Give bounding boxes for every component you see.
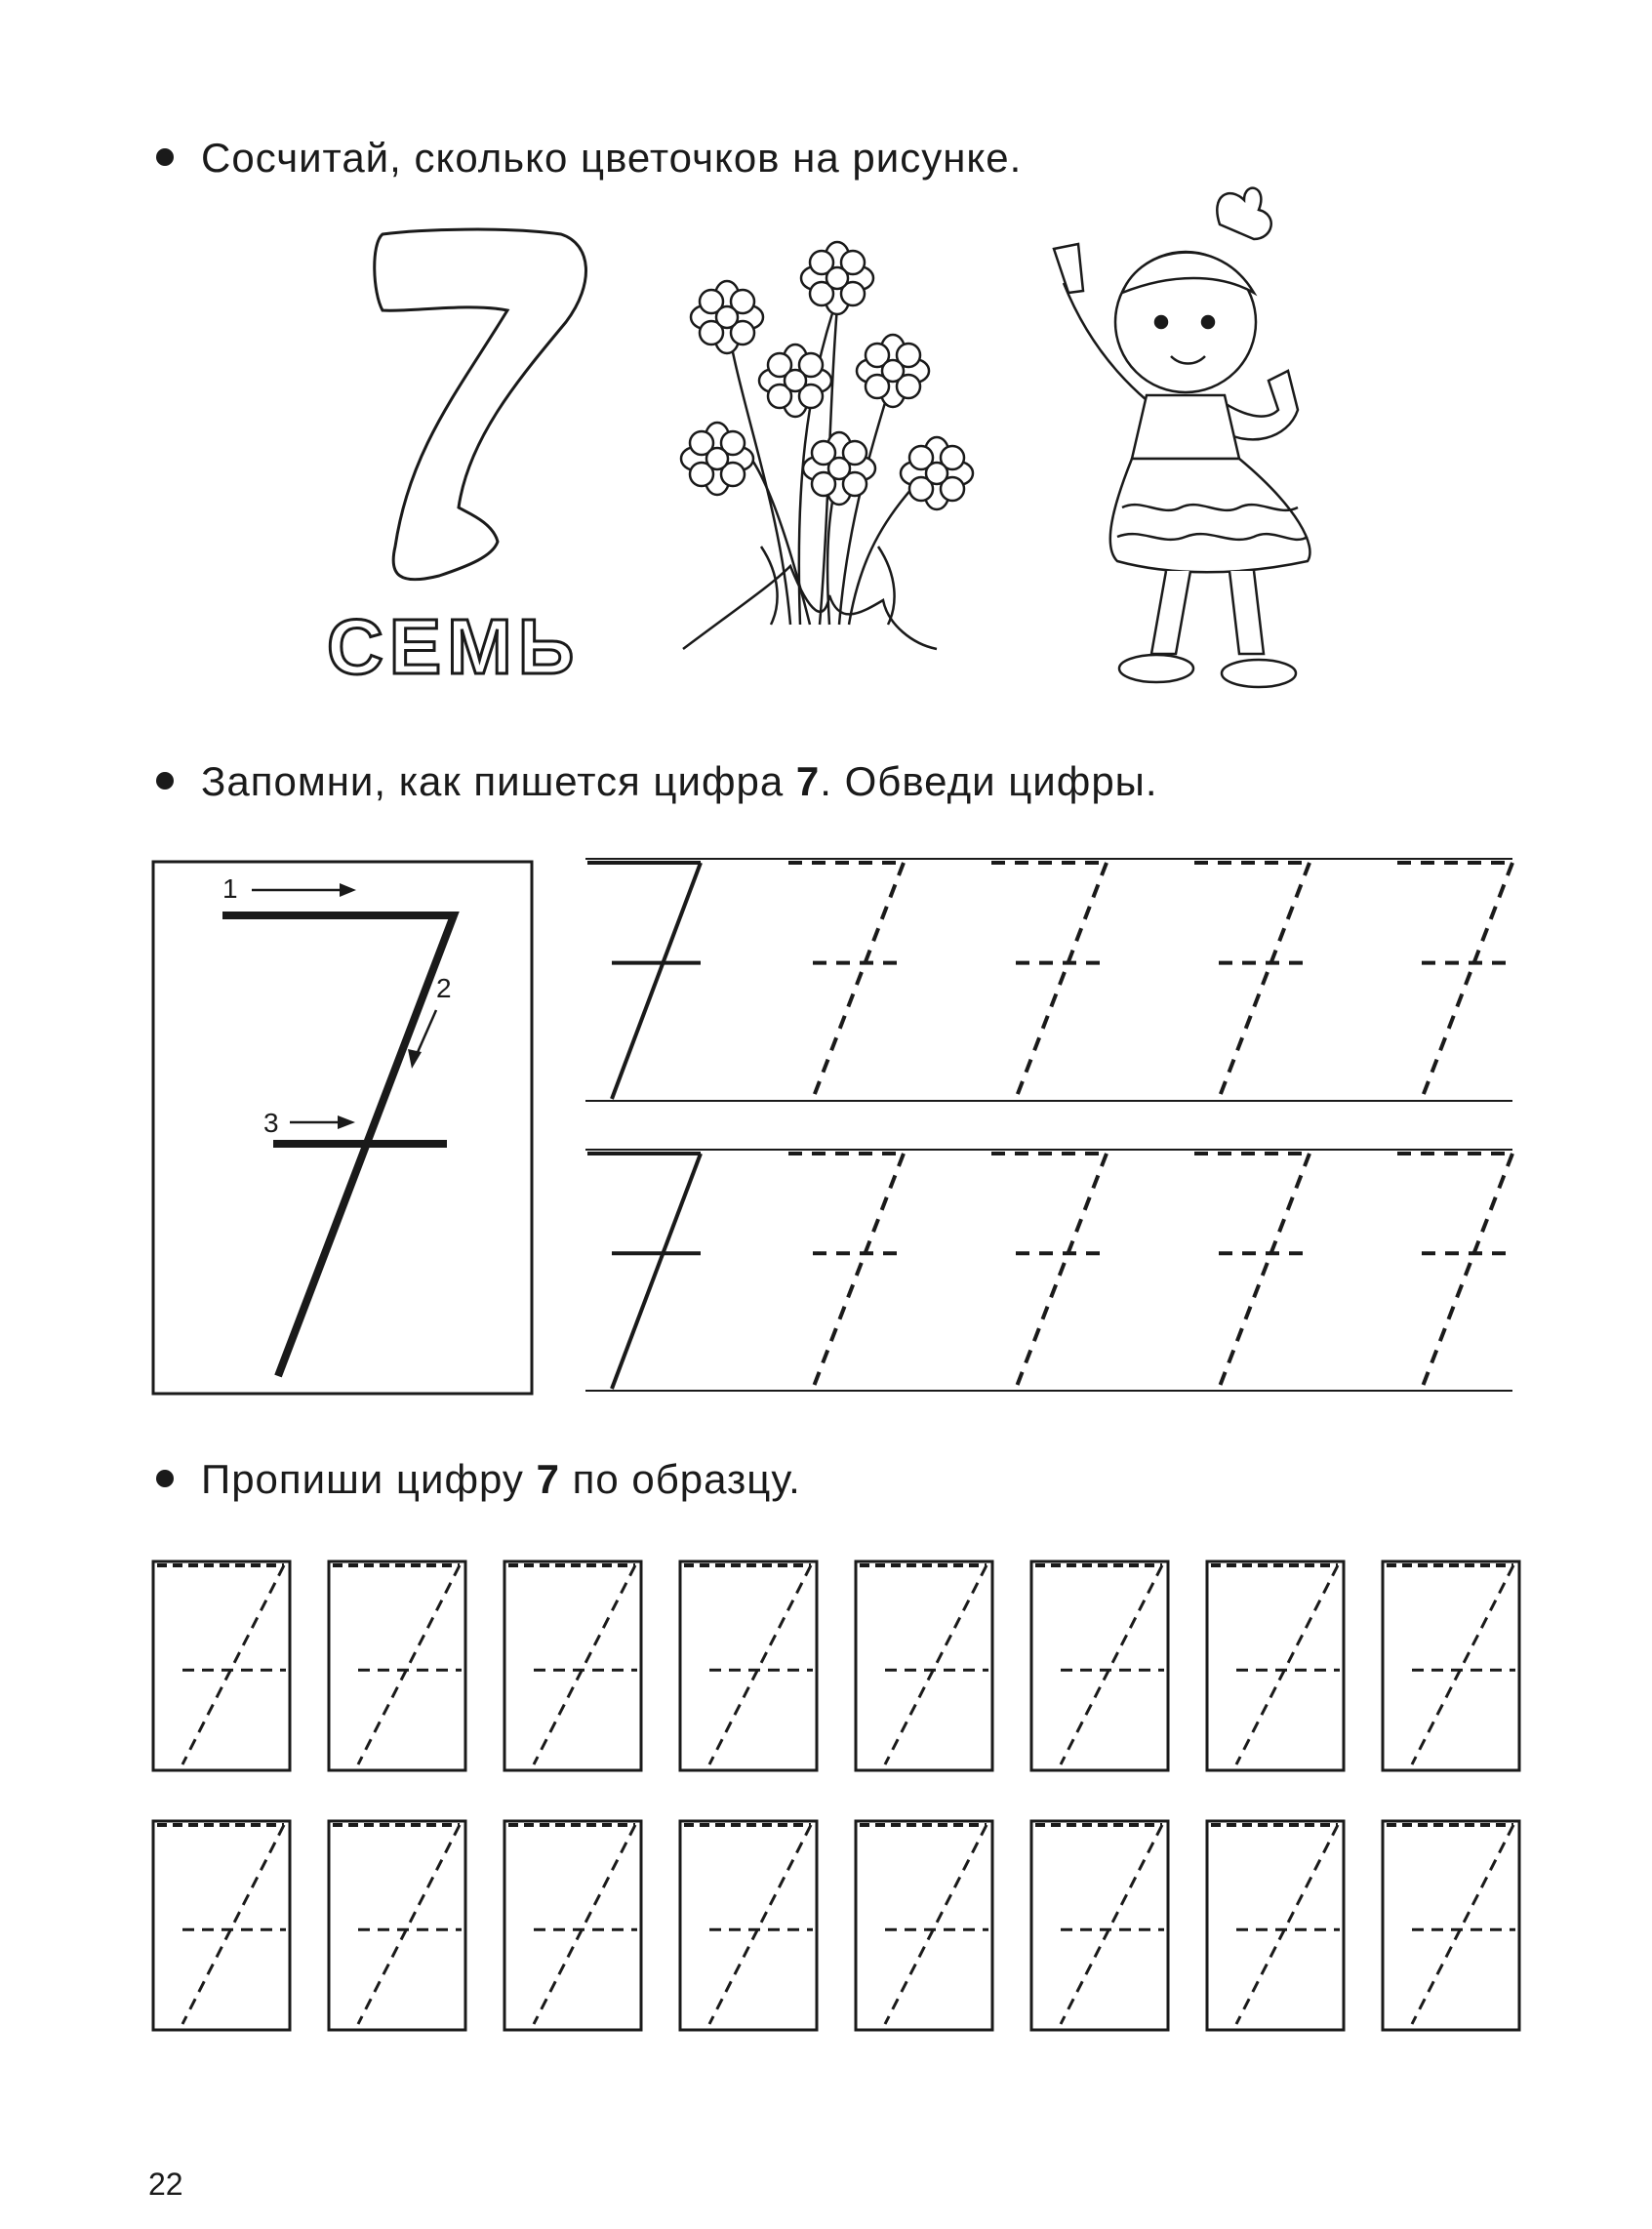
practice-cell: [856, 1821, 992, 2030]
girl-showing-seven-fingers-icon: [1054, 188, 1310, 687]
practice-cell: [1031, 1821, 1168, 2030]
task-remember-text-after: . Обведи цифры.: [820, 758, 1158, 804]
practice-cell: [680, 1821, 817, 2030]
tracing-row: [585, 859, 1512, 1101]
stroke-order-sample: [153, 862, 532, 1394]
dashed-seven: [991, 1154, 1107, 1389]
practice-grid: [153, 1561, 1519, 2030]
practice-cell: [153, 1561, 290, 1770]
flower-bouquet-icon: [681, 242, 973, 649]
task-remember-text-before: Запомни, как пишется цифра: [201, 758, 796, 804]
practice-cell: [1031, 1561, 1168, 1770]
task-count-text: Сосчитай, сколько цветочков на рисунке.: [201, 135, 1023, 181]
practice-cell: [1207, 1821, 1344, 2030]
dashed-seven: [1194, 863, 1310, 1099]
sample-seven: [587, 1154, 701, 1389]
number-word-semi: СЕМЬ: [327, 603, 581, 690]
dashed-seven: [788, 1154, 904, 1389]
sample-seven: [587, 863, 701, 1099]
task-write-text-before: Пропиши цифру: [201, 1456, 537, 1502]
practice-cell: [504, 1821, 641, 2030]
big-seven-outline-icon: [375, 229, 586, 580]
tracing-row: [585, 1150, 1512, 1391]
dashed-seven: [1194, 1154, 1310, 1389]
practice-cell: [504, 1561, 641, 1770]
stroke-step-2: 2: [436, 973, 452, 1003]
dashed-seven: [991, 863, 1107, 1099]
stroke-step-1: 1: [222, 873, 238, 904]
practice-cell: [1383, 1821, 1519, 2030]
practice-cell: [1383, 1561, 1519, 1770]
practice-cell: [329, 1821, 465, 2030]
practice-cell: [329, 1561, 465, 1770]
page-number: 22: [148, 2167, 183, 2202]
dashed-seven: [788, 863, 904, 1099]
stroke-step-3: 3: [263, 1108, 279, 1138]
task-remember-digit: 7: [795, 758, 821, 804]
dashed-seven: [1397, 863, 1512, 1099]
tracing-rows: [585, 859, 1512, 1391]
task-write-text-after: по образцу.: [559, 1456, 801, 1502]
dashed-seven: [1397, 1154, 1512, 1389]
task-write-digit: 7: [536, 1456, 560, 1502]
practice-cell: [856, 1561, 992, 1770]
practice-cell: [1207, 1561, 1344, 1770]
practice-cell: [680, 1561, 817, 1770]
practice-cell: [153, 1821, 290, 2030]
